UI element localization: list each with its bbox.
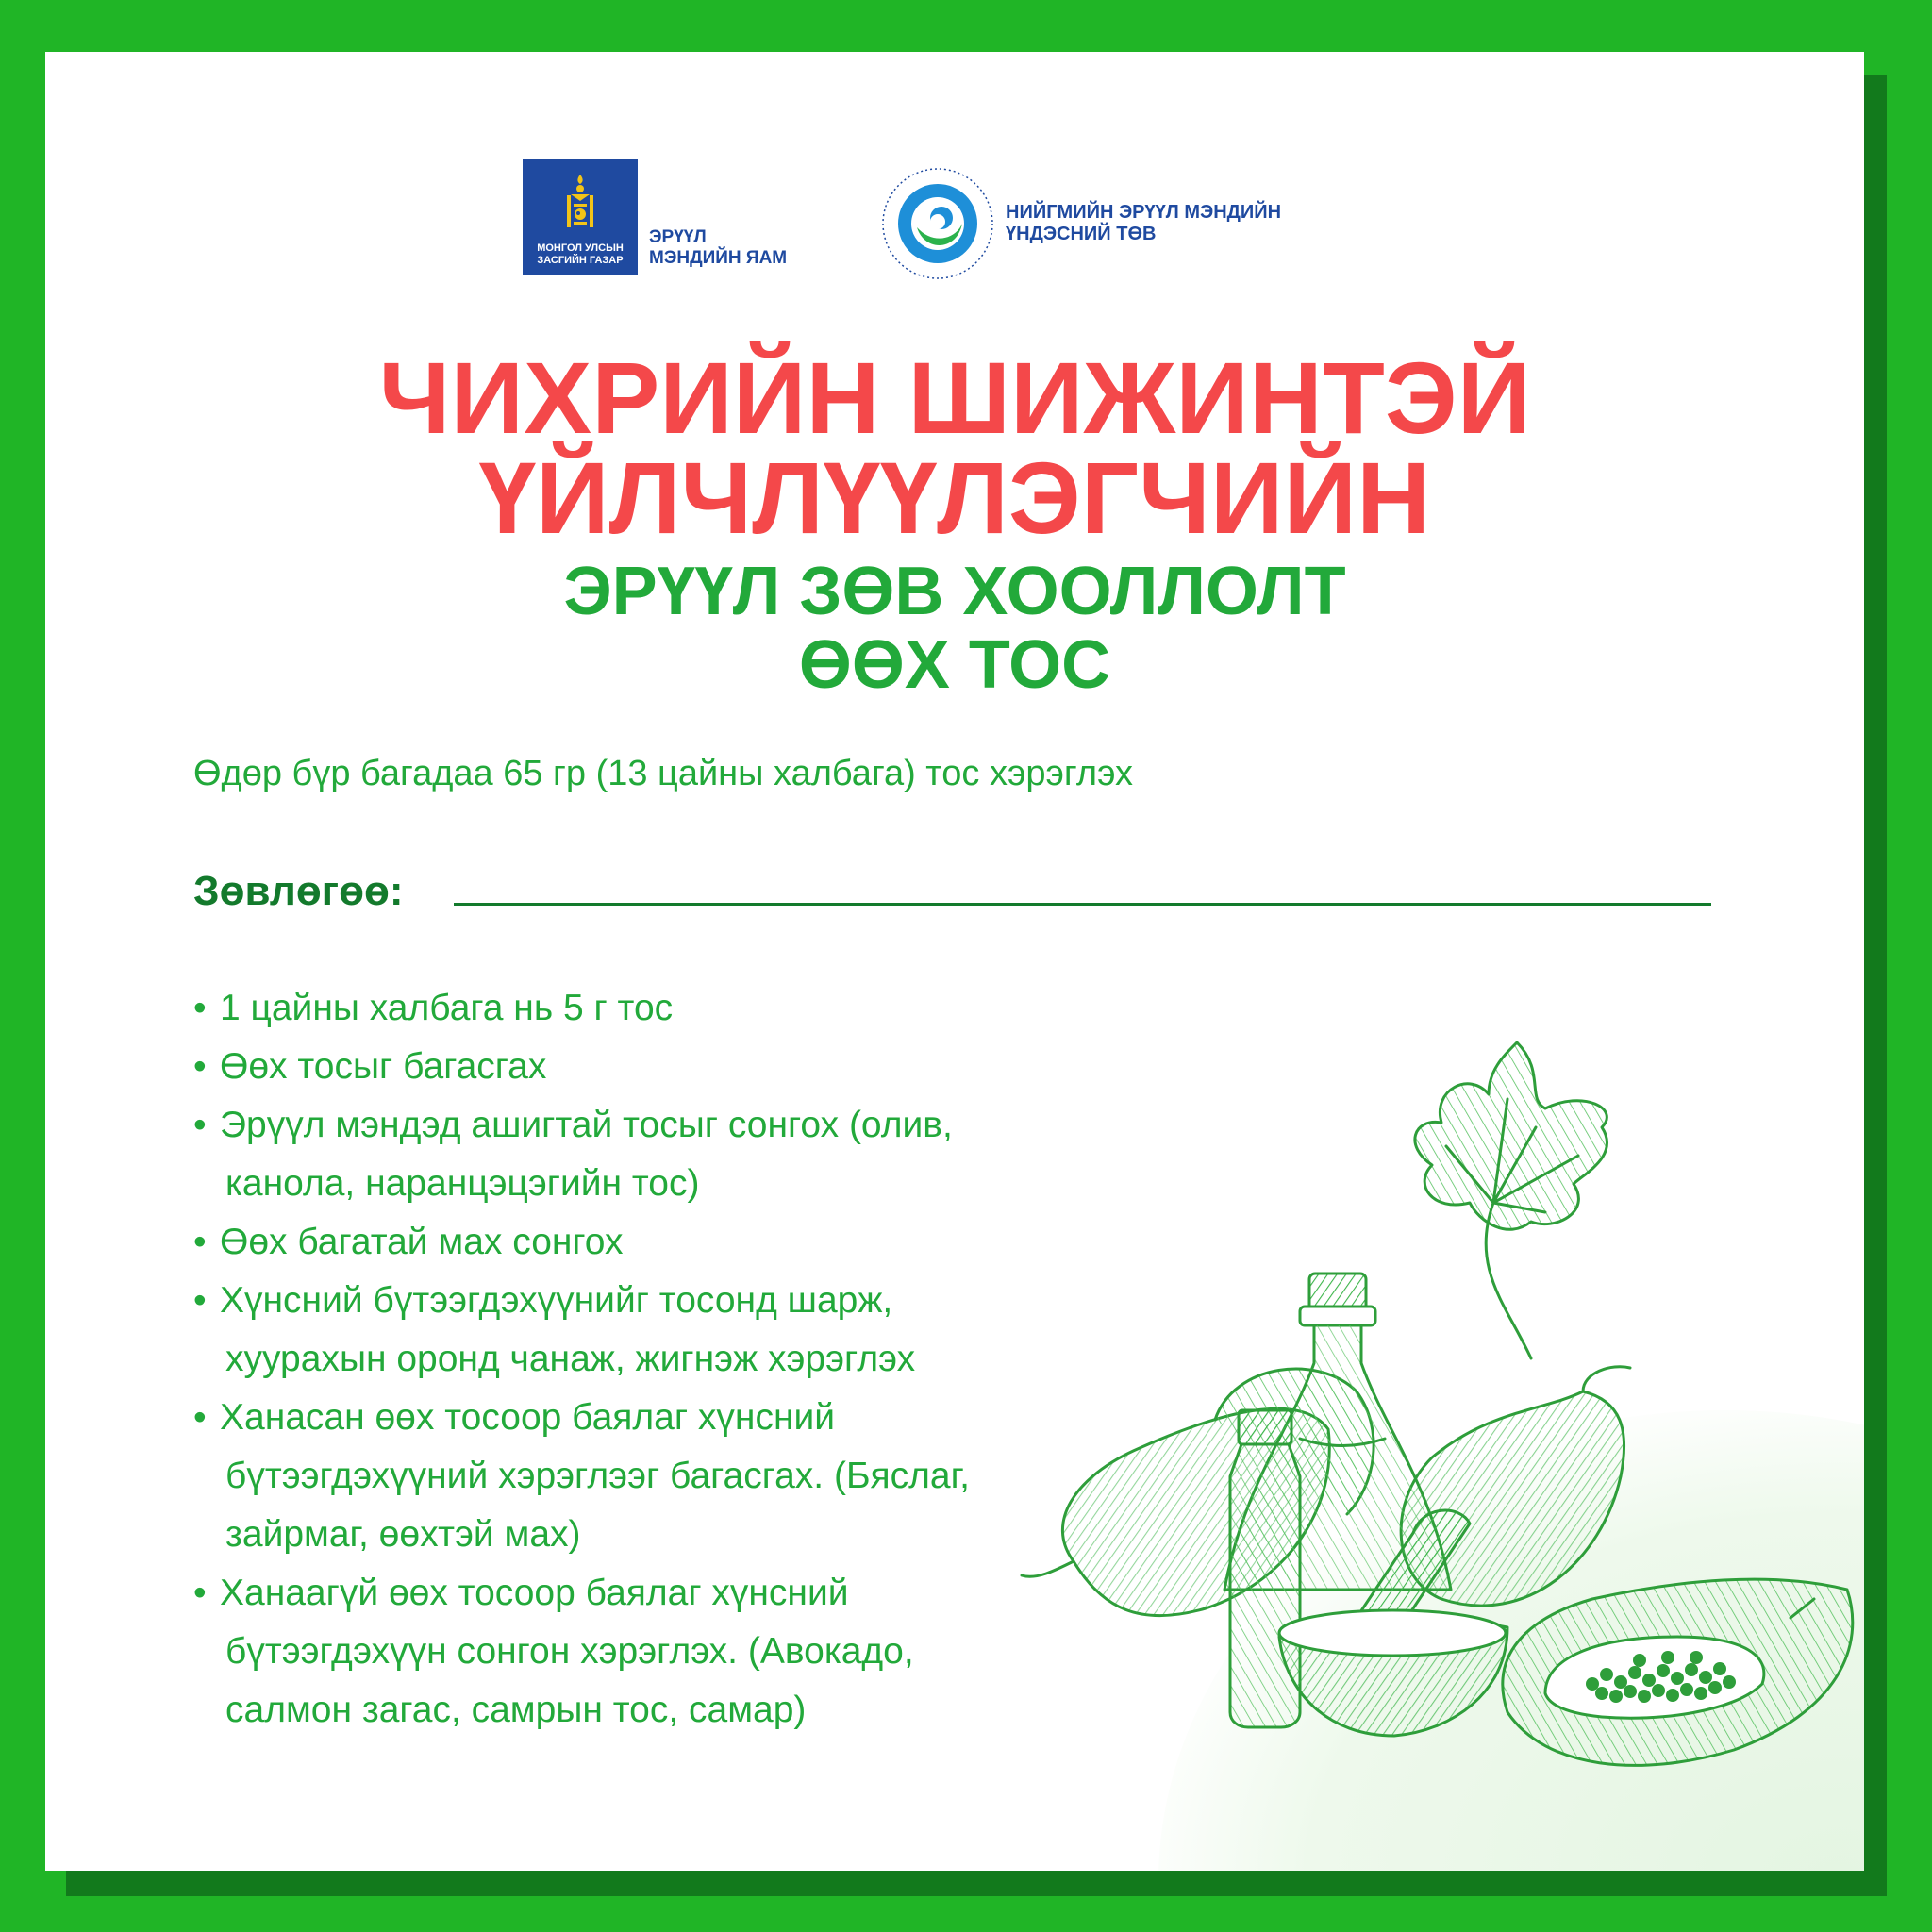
tip-text-continued: зайрмаг, өөхтэй мах) xyxy=(225,1514,581,1555)
small-bottle-icon xyxy=(1230,1410,1300,1727)
ministry-name-line1: ЭРҮҮЛ xyxy=(649,227,707,247)
tip-text: • Ханаагүй өөх тосоор баялаг хүнсний xyxy=(220,1573,849,1613)
tip-item xyxy=(193,1272,1125,1389)
national-center-emblem-icon xyxy=(879,165,996,282)
main-title-line1: ЧИХРИЙН ШИЖИНТЭЙ xyxy=(378,341,1531,455)
tip-item xyxy=(193,1213,1125,1272)
national-center-name-line1: НИЙГМИЙН ЭРҮҮЛ МЭНДИЙН xyxy=(1006,202,1282,223)
tip-text: • Хүнсний бүтээгдэхүүнийг тосонд шарж, xyxy=(220,1280,893,1321)
advice-heading: Зөвлөгөө: xyxy=(193,868,404,914)
ministry-name-line2: МЭНДИЙН ЯАМ xyxy=(649,248,788,268)
tip-text: • Ханасан өөх тосоор баялаг хүнсний xyxy=(220,1397,836,1438)
tip-text: • Эрүүл мэндэд ашигтай тосыг сонгох (олив, xyxy=(220,1105,953,1145)
tip-text: • Өөх тосыг багасгах xyxy=(220,1046,547,1087)
ministry-name xyxy=(649,227,787,275)
tip-text: • Өөх багатай мах сонгох xyxy=(220,1222,624,1262)
tip-text-continued: хуурахын оронд чанаж, жигнэж хэрэглэх xyxy=(225,1339,916,1379)
emblem-text-line2: ЗАСГИЙН ГАЗАР xyxy=(537,255,624,266)
advice-divider xyxy=(454,903,1711,906)
emblem-text-line1: МОНГОЛ УЛСЫН xyxy=(537,242,624,254)
tip-item xyxy=(193,1389,1125,1564)
daily-intake-text: Өдөр бүр багадаа 65 гр (13 цайны халбага) тос хэрэглэх xyxy=(193,754,1134,793)
main-title-line2: ҮЙЛЧЛҮҮЛЭГЧИЙН xyxy=(478,441,1431,555)
tip-item xyxy=(193,1038,1125,1096)
tip-item xyxy=(193,979,1125,1038)
tip-text-continued: бүтээгдэхүүн сонгон хэрэглэх. (Авокадо, xyxy=(225,1631,914,1672)
national-center-name-line2: ҮНДЭСНИЙ ТӨВ xyxy=(1006,224,1157,244)
subtitle-line2: ӨӨХ ТОС xyxy=(798,627,1111,703)
government-emblem xyxy=(523,159,638,275)
tip-text-continued: салмон загас, самрын тос, самар) xyxy=(225,1690,807,1730)
subtitle-line1: ЭРҮҮЛ ЗӨВ ХООЛЛОЛТ xyxy=(563,554,1346,629)
national-center-logo xyxy=(879,165,1281,282)
tip-text-continued: канола, наранцэцэгийн тос) xyxy=(225,1163,700,1204)
soyombo-icon xyxy=(562,173,598,231)
tips-list xyxy=(193,979,1125,1740)
leaf-icon xyxy=(1415,1042,1607,1358)
tip-text: • 1 цайны халбага нь 5 г тос xyxy=(220,988,674,1028)
oils-illustration xyxy=(1017,1033,1864,1778)
national-center-name xyxy=(1006,202,1281,245)
tip-item xyxy=(193,1096,1125,1213)
poster-card xyxy=(45,52,1864,1871)
tip-item xyxy=(193,1564,1125,1740)
ministry-logo xyxy=(523,159,787,275)
tip-text-continued: бүтээгдэхүүний хэрэглээг багасгах. (Бяслаг, xyxy=(225,1456,970,1496)
